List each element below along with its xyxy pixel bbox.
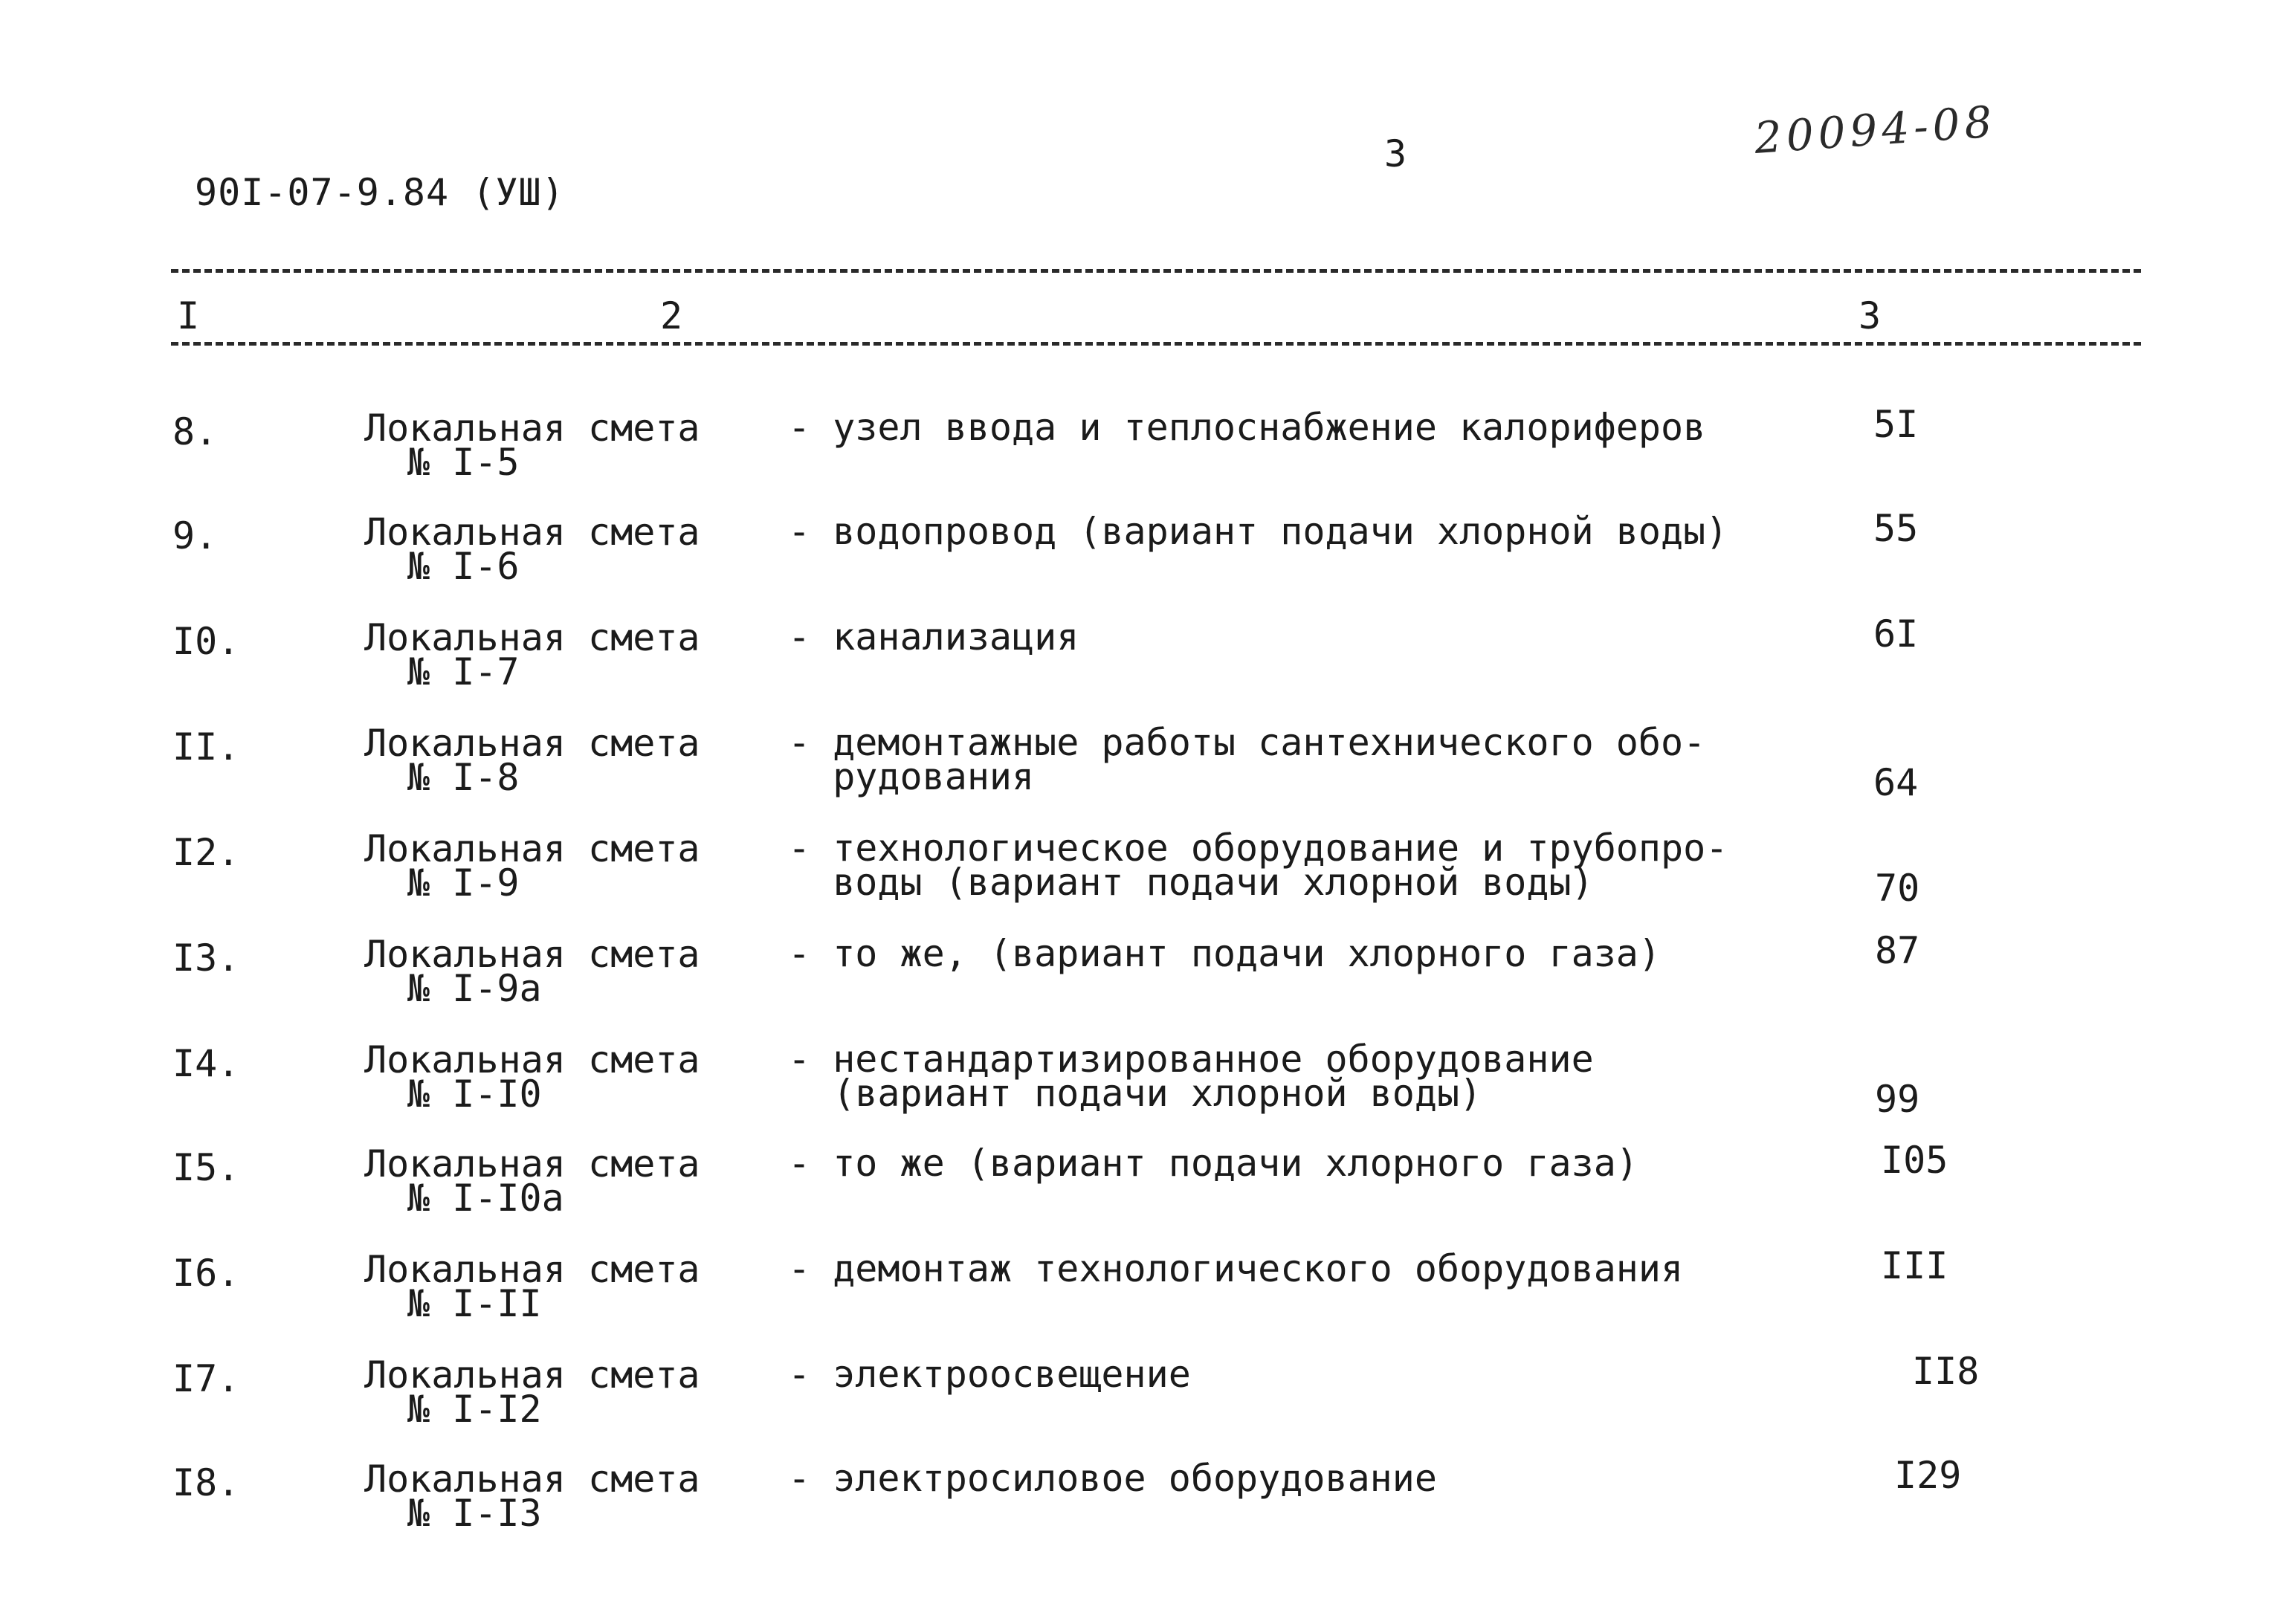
row-number: I5. — [172, 1146, 240, 1189]
row-number: I6. — [172, 1252, 240, 1295]
row-label: Локальная смета — [364, 511, 700, 554]
row-reference: № I-I3 — [407, 1492, 542, 1535]
row-reference: № I-II — [407, 1282, 542, 1325]
row-label: Локальная смета — [364, 933, 700, 976]
row-description: - водопровод (вариант подачи хлорной воды) — [788, 510, 1728, 553]
table-header-rule — [171, 342, 2141, 346]
row-label: Локальная смета — [364, 616, 700, 659]
page-number: 3 — [1384, 132, 1407, 175]
row-page: I05 — [1881, 1139, 1948, 1182]
row-label: Локальная смета — [364, 1142, 700, 1185]
column-header-1: I — [177, 294, 200, 337]
row-label: Локальная смета — [364, 1038, 700, 1081]
row-description: - демонтажные работы сантехнического обо- рудования — [788, 721, 1706, 798]
row-number: 8. — [172, 410, 218, 453]
table-row — [0, 1244, 2283, 1356]
row-label: Локальная смета — [364, 722, 700, 765]
row-description: - электроосвещение — [788, 1353, 1191, 1396]
row-reference: № I-9 — [407, 861, 520, 905]
row-label: Локальная смета — [364, 1353, 700, 1397]
table-row — [0, 1038, 2283, 1146]
row-reference: № I-6 — [407, 545, 520, 588]
row-description: - узел ввода и теплоснабжение калориферов — [788, 406, 1706, 449]
table-row — [0, 826, 2283, 935]
table-row — [0, 1139, 2283, 1250]
table-row — [0, 721, 2283, 829]
row-number: 9. — [172, 514, 218, 557]
table-row — [0, 1350, 2283, 1461]
table-row — [0, 612, 2283, 724]
row-description: - технологическое оборудование и трубопро- воды (вариант подачи хлорной воды) — [788, 826, 1728, 904]
row-label: Локальная смета — [364, 1458, 700, 1501]
row-page: 70 — [1875, 867, 1920, 910]
column-header-2: 2 — [660, 294, 683, 337]
row-description: - то же, (вариант подачи хлорного газа) — [788, 932, 1661, 975]
row-page: 99 — [1875, 1078, 1920, 1121]
row-reference: № I-I0 — [407, 1073, 542, 1116]
row-reference: № I-5 — [407, 441, 520, 484]
row-reference: № I-I0а — [407, 1177, 564, 1220]
row-reference: № I-9а — [407, 967, 542, 1010]
row-number: I7. — [172, 1357, 240, 1400]
handwritten-number: 20094-08 — [1752, 96, 1998, 164]
row-page: III — [1881, 1244, 1948, 1287]
document-code: 90I-07-9.84 (УШ) — [195, 171, 565, 214]
column-header-3: 3 — [1859, 294, 1882, 337]
row-page: 87 — [1875, 929, 1920, 972]
row-number: I4. — [172, 1042, 240, 1085]
row-reference: № I-8 — [407, 756, 520, 799]
row-description: - нестандартизированное оборудование (вариант подачи хлорной воды) — [788, 1038, 1594, 1115]
row-page: 64 — [1873, 761, 1919, 804]
row-number: I0. — [172, 620, 240, 663]
table-top-rule — [171, 269, 2141, 273]
row-description: - канализация — [788, 615, 1079, 659]
row-reference: № I-7 — [407, 650, 520, 693]
row-page: 55 — [1873, 507, 1919, 550]
row-number: I8. — [172, 1461, 240, 1504]
row-reference: № I-I2 — [407, 1388, 542, 1431]
row-description: - электросиловое оборудование — [788, 1457, 1437, 1500]
row-label: Локальная смета — [364, 1248, 700, 1291]
row-number: I3. — [172, 936, 240, 980]
row-page: II8 — [1912, 1350, 1980, 1393]
row-page: I29 — [1894, 1454, 1962, 1497]
row-number: II. — [172, 725, 240, 769]
table-row — [0, 1454, 2283, 1565]
row-description: - то же (вариант подачи хлорного газа) — [788, 1142, 1638, 1185]
row-label: Локальная смета — [364, 827, 700, 870]
row-page: 6I — [1873, 612, 1919, 656]
row-label: Локальная смета — [364, 407, 700, 450]
row-number: I2. — [172, 831, 240, 874]
row-description: - демонтаж технологического оборудования — [788, 1247, 1684, 1290]
table-row — [0, 403, 2283, 514]
table-row — [0, 507, 2283, 618]
table-row — [0, 929, 2283, 1041]
row-page: 5I — [1873, 403, 1919, 446]
